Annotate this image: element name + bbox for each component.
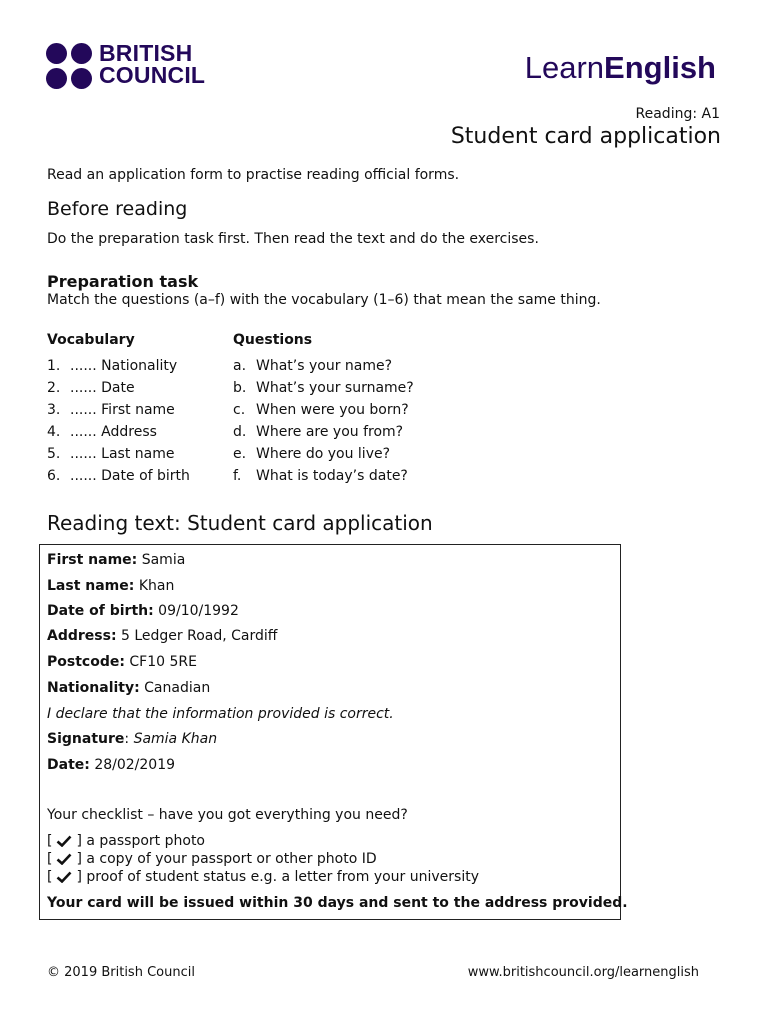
reading-text-heading: Reading text: Student card application <box>47 511 433 535</box>
list-item: c. When were you born? <box>233 402 409 418</box>
list-item: d. Where are you from? <box>233 424 404 440</box>
checklist-heading: Your checklist – have you got everything you need? <box>47 807 408 823</box>
vocabulary-heading: Vocabulary <box>47 332 135 348</box>
checklist-item: [ ] a passport photo <box>47 833 206 849</box>
date-line: Date: 28/02/2019 <box>47 757 176 773</box>
preparation-heading: Preparation task <box>47 272 199 291</box>
nationality-line: Nationality: Canadian <box>47 680 211 696</box>
british-council-logo <box>46 40 216 89</box>
list-item: b. What’s your surname? <box>233 380 414 396</box>
application-form-box <box>39 544 628 920</box>
preparation-instructions: Match the questions (a–f) with the vocabulary (1–6) that mean the same thing. <box>47 292 601 308</box>
postcode-line: Postcode: CF10 5RE <box>47 654 197 670</box>
british-council-line1: BRITISH <box>99 40 193 66</box>
list-item: 4. ...... Address <box>47 424 157 440</box>
british-council-line2: COUNCIL <box>99 62 206 88</box>
questions-list <box>233 355 414 487</box>
list-item: f. What is today’s date? <box>233 468 408 484</box>
first-name-line: First name: Samia <box>47 552 186 568</box>
list-item: 6. ...... Date of birth <box>47 468 190 484</box>
checklist-item: [ ] proof of student status e.g. a letter from your university <box>47 869 480 885</box>
intro-text: Read an application form to practise reading official forms. <box>47 167 460 183</box>
last-name-line: Last name: Khan <box>47 578 175 594</box>
list-item: a. What’s your name? <box>233 358 393 374</box>
checkmark-icon <box>56 853 72 865</box>
footer-url[interactable]: www.britishcouncil.org/learnenglish <box>467 965 699 980</box>
signature-line: Signature: Samia Khan <box>47 731 218 747</box>
address-line: Address: 5 Ledger Road, Cardiff <box>47 628 278 644</box>
before-reading-text: Do the preparation task first. Then read the text and do the exercises. <box>47 231 539 247</box>
footer-copyright: © 2019 British Council <box>47 965 195 980</box>
dob-line: Date of birth: 09/10/1992 <box>47 603 239 619</box>
vocabulary-list <box>47 355 190 487</box>
before-reading-heading: Before reading <box>47 198 188 220</box>
page-title: Student card application <box>450 124 721 149</box>
checklist-item: [ ] a copy of your passport or other photo ID <box>47 851 377 867</box>
list-item: 5. ...... Last name <box>47 446 175 462</box>
declaration-text: I declare that the information provided is correct. <box>47 706 394 722</box>
level-label: Reading: A1 <box>635 106 720 122</box>
list-item: 3. ...... First name <box>47 402 175 418</box>
final-note: Your card will be issued within 30 days and sent to the address provided. <box>47 895 628 911</box>
learnenglish-logo: LearnEnglish <box>524 50 716 85</box>
questions-heading: Questions <box>233 332 313 348</box>
list-item: 1. ...... Nationality <box>47 358 178 374</box>
british-council-dots-icon <box>46 43 94 89</box>
checkmark-icon <box>56 835 72 847</box>
list-item: 2. ...... Date <box>47 380 135 396</box>
checkmark-icon <box>56 871 72 883</box>
list-item: e. Where do you live? <box>233 446 391 462</box>
